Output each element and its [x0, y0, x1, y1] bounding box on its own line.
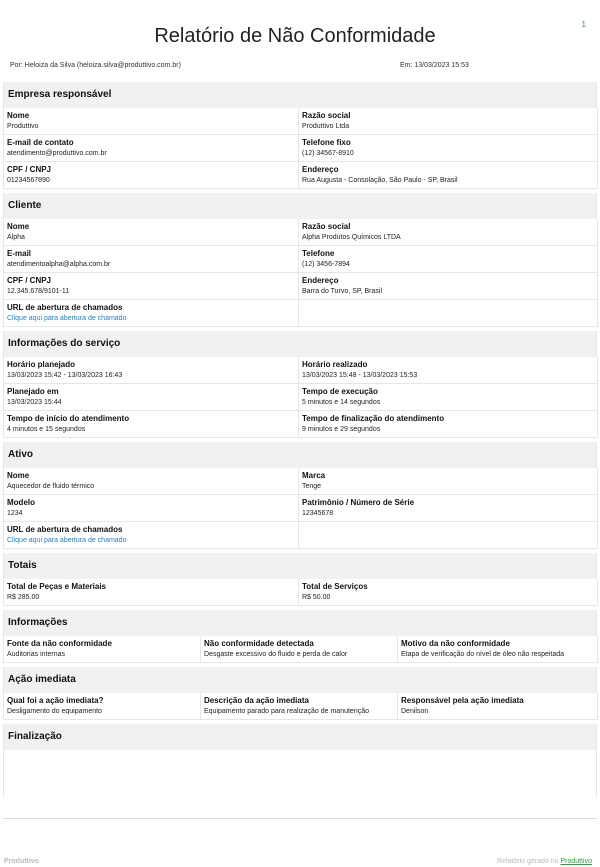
empresa-endereco-cell — [299, 162, 598, 189]
section-ativo-grid — [3, 468, 597, 549]
footer-produttivo-link[interactable]: Produttivo — [560, 858, 592, 865]
acao-responsavel-value: Denilson — [401, 708, 429, 715]
servico-finalizacao-value: 9 minutos e 29 segundos — [302, 426, 381, 433]
ativo-url-link[interactable]: Clique aqui para abertura de chamado — [7, 537, 127, 544]
section-acao-header: Ação imediata — [3, 667, 597, 693]
report-content — [3, 82, 597, 796]
cliente-url-label: URL de abertura de chamados — [7, 303, 123, 312]
cliente-nome-label: Nome — [7, 222, 30, 231]
servico-planejado-cell — [4, 357, 299, 384]
acao-qual-cell — [4, 693, 201, 720]
cliente-email-cell — [4, 246, 299, 273]
cliente-telefone-value: (12) 3456-7894 — [302, 261, 350, 268]
totais-servicos-cell — [299, 579, 598, 606]
cliente-endereco-cell — [299, 273, 598, 300]
section-acao-grid — [3, 693, 597, 720]
section-empresa-grid — [3, 108, 597, 189]
report-date: Em: 13/03/2023 15:53 — [400, 62, 469, 69]
finalizacao-box — [3, 750, 597, 796]
ativo-marca-value: Tenge — [302, 483, 322, 490]
section-cliente-grid — [3, 219, 597, 327]
empresa-email-value: atendimento@produttivo.com.br — [7, 150, 107, 157]
acao-descricao-cell — [201, 693, 398, 720]
empresa-endereco-label: Endereço — [302, 165, 339, 174]
ativo-nome-cell — [4, 468, 299, 495]
totais-servicos-label: Total de Serviços — [302, 582, 368, 591]
ativo-patrimonio-label: Patrimônio / Número de Série — [302, 498, 415, 507]
acao-qual-value: Desligamento do equipamento — [7, 708, 102, 715]
servico-planejado-value: 13/03/2023 15:42 - 13/03/2023 16:43 — [7, 372, 123, 379]
ativo-patrimonio-value: 12345678 — [302, 510, 334, 517]
cliente-razao-cell — [299, 219, 598, 246]
empresa-telefone-cell — [299, 135, 598, 162]
ativo-nome-label: Nome — [7, 471, 30, 480]
section-totais-grid — [3, 579, 597, 606]
section-empresa-header: Empresa responsável — [3, 82, 597, 108]
ativo-marca-label: Marca — [302, 471, 326, 480]
acao-descricao-label: Descrição da ação imediata — [204, 696, 309, 705]
section-ativo-header: Ativo — [3, 442, 597, 468]
empresa-nome-cell — [4, 108, 299, 135]
informacoes-motivo-cell — [398, 636, 598, 663]
cliente-endereco-value: Barra do Turvo, SP, Brasil — [302, 288, 383, 295]
informacoes-detectada-label: Não conformidade detectada — [204, 639, 314, 648]
page-number: 1 — [581, 20, 586, 29]
servico-inicio-cell — [4, 411, 299, 438]
informacoes-fonte-cell — [4, 636, 201, 663]
servico-realizado-value: 13/03/2023 15:48 - 13/03/2023 15:53 — [302, 372, 418, 379]
cliente-url-cell — [4, 300, 299, 327]
totais-pecas-label: Total de Peças e Materiais — [7, 582, 107, 591]
servico-planejado-em-cell — [4, 384, 299, 411]
cliente-email-label: E-mail — [7, 249, 32, 258]
ativo-nome-value: Aquecedor de fluido térmico — [7, 483, 95, 490]
acao-responsavel-label: Responsável pela ação imediata — [401, 696, 524, 705]
section-servico-header: Informações do serviço — [3, 331, 597, 357]
cliente-telefone-cell — [299, 246, 598, 273]
empresa-email-cell — [4, 135, 299, 162]
empresa-telefone-label: Telefone fixo — [302, 138, 351, 147]
acao-descricao-value: Equipamento parado para realização de manutenção — [204, 708, 370, 715]
section-informacoes-header: Informações — [3, 610, 597, 636]
empresa-cpf-cell — [4, 162, 299, 189]
ativo-empty-cell — [299, 522, 598, 549]
servico-finalizacao-cell — [299, 411, 598, 438]
ativo-modelo-cell — [4, 495, 299, 522]
report-title: Relatório de Não Conformidade — [154, 25, 436, 47]
empresa-razao-label: Razão social — [302, 111, 351, 120]
servico-realizado-label: Horário realizado — [302, 360, 368, 369]
empresa-cpf-label: CPF / CNPJ — [7, 165, 52, 174]
informacoes-motivo-label: Motivo da não conformidade — [401, 639, 510, 648]
section-informacoes-grid — [3, 636, 597, 663]
totais-pecas-value: R$ 285.00 — [7, 594, 40, 601]
cliente-razao-label: Razão social — [302, 222, 351, 231]
cliente-cpf-label: CPF / CNPJ — [7, 276, 52, 285]
footer-generated — [497, 858, 592, 865]
informacoes-detectada-value: Desgaste excessivo do fluido e perda de calor — [204, 651, 348, 658]
informacoes-fonte-value: Auditorias internas — [7, 651, 65, 658]
empresa-razao-value: Produttivo Ltda — [302, 123, 350, 130]
informacoes-detectada-cell — [201, 636, 398, 663]
servico-planejado-em-label: Planejado em — [7, 387, 59, 396]
cliente-nome-value: Alpha — [7, 234, 25, 241]
servico-finalizacao-label: Tempo de finalização do atendimento — [302, 414, 445, 423]
cliente-nome-cell — [4, 219, 299, 246]
servico-inicio-value: 4 minutos e 15 segundos — [7, 426, 86, 433]
cliente-endereco-label: Endereço — [302, 276, 339, 285]
informacoes-fonte-label: Fonte da não conformidade — [7, 639, 112, 648]
ativo-marca-cell — [299, 468, 598, 495]
empresa-email-label: E-mail de contato — [7, 138, 74, 147]
ativo-modelo-value: 1234 — [7, 510, 23, 517]
cliente-email-value: atendimentoalpha@alpha.com.br — [7, 261, 111, 268]
totais-servicos-value: R$ 50.00 — [302, 594, 331, 601]
empresa-endereco-value: Rua Augusta - Consolação, São Paulo - SP, Brasil — [302, 177, 458, 184]
empresa-telefone-value: (12) 34567-8910 — [302, 150, 354, 157]
footer-divider — [3, 818, 597, 819]
empresa-nome-label: Nome — [7, 111, 30, 120]
empresa-razao-cell — [299, 108, 598, 135]
section-cliente-header: Cliente — [3, 193, 597, 219]
servico-execucao-cell — [299, 384, 598, 411]
cliente-telefone-label: Telefone — [302, 249, 335, 258]
ativo-patrimonio-cell — [299, 495, 598, 522]
servico-execucao-label: Tempo de execução — [302, 387, 378, 396]
footer-generated-text: Relatório gerado no — [497, 858, 559, 865]
cliente-razao-value: Alpha Produtos Químicos LTDA — [302, 234, 401, 241]
servico-execucao-value: 5 minutos e 14 segundos — [302, 399, 381, 406]
section-finalizacao-header: Finalização — [3, 724, 597, 750]
cliente-cpf-cell — [4, 273, 299, 300]
servico-planejado-label: Horário planejado — [7, 360, 76, 369]
ativo-url-cell — [4, 522, 299, 549]
cliente-empty-cell — [299, 300, 598, 327]
informacoes-motivo-value: Etapa de verificação do nível de óleo não respeitada — [401, 651, 565, 658]
acao-qual-label: Qual foi a ação imediata? — [7, 696, 104, 705]
ativo-url-label: URL de abertura de chamados — [7, 525, 123, 534]
empresa-nome-value: Produttivo — [7, 123, 39, 130]
acao-responsavel-cell — [398, 693, 598, 720]
footer-brand: Produttivo — [4, 858, 39, 865]
section-servico-grid — [3, 357, 597, 438]
section-totais-header: Totais — [3, 553, 597, 579]
servico-planejado-em-value: 13/03/2023 15:44 — [7, 399, 62, 406]
totais-pecas-cell — [4, 579, 299, 606]
ativo-modelo-label: Modelo — [7, 498, 35, 507]
cliente-url-link[interactable]: Clique aqui para abertura de chamado — [7, 315, 127, 322]
servico-realizado-cell — [299, 357, 598, 384]
servico-inicio-label: Tempo de início do atendimento — [7, 414, 130, 423]
report-author: Por: Heloiza da Silva (heloiza.silva@produttivo.com.br) — [10, 62, 181, 69]
empresa-cpf-value: 01234567890 — [7, 177, 50, 184]
cliente-cpf-value: 12.345.678/9101-11 — [7, 288, 70, 295]
